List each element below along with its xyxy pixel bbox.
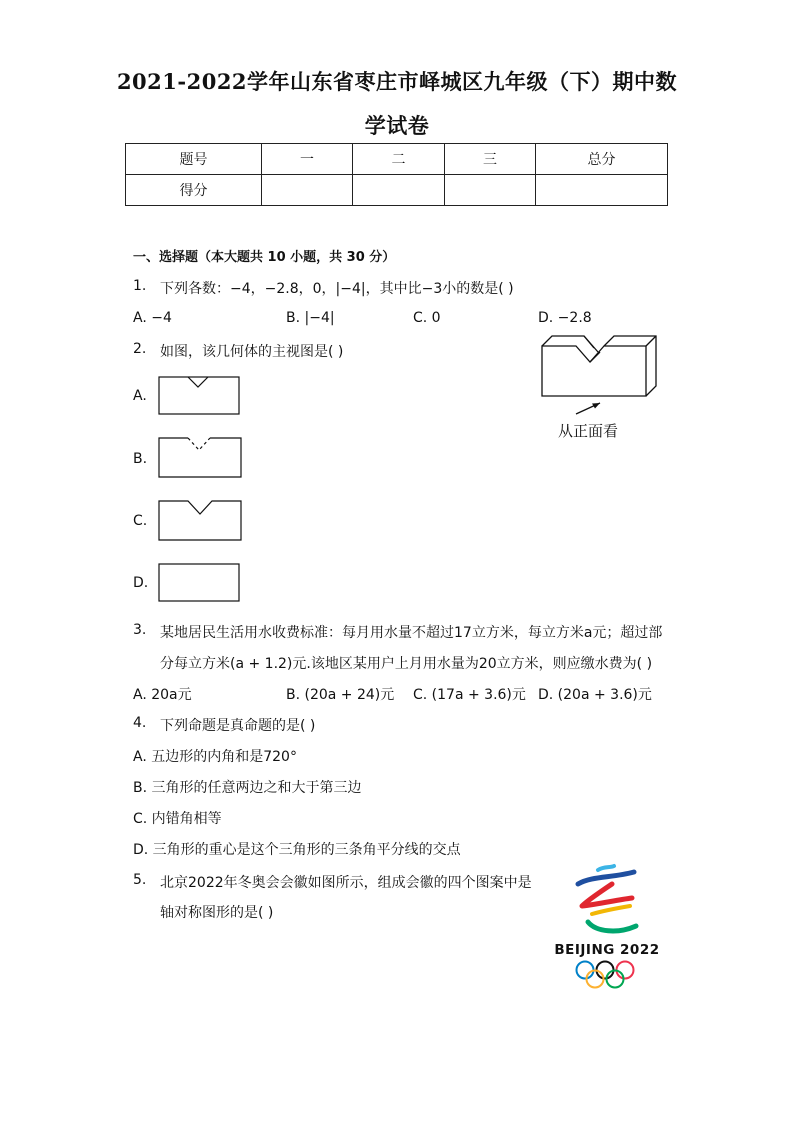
option-c-label: C. [133,513,148,529]
option-a: A. 五边形的内角和是720° [133,749,297,765]
question-number: 5. [133,872,147,888]
option-c: C. 内错角相等 [133,811,222,827]
question-text: 下列命题是真命题的是( ) [160,718,316,734]
score-table-cell: 总分 [536,144,668,175]
view-direction-arrow-icon [574,400,604,416]
section-heading: 一、选择题（本大题共 10 小题，共 30 分） [133,250,396,265]
question-number: 3. [133,622,147,638]
question-text: 如图，该几何体的主视图是( ) [160,344,344,360]
question-number: 2. [133,341,147,357]
score-table-score-row [126,175,668,206]
question-number: 4. [133,715,147,731]
question-text-line2: 分每立方米(a + 1.2)元.该地区某用户上月用水量为20立方米，则应缴水费为( ) [160,656,653,672]
question-text-line2: 轴对称图形的是( ) [160,905,274,921]
figure-caption: 从正面看 [558,422,619,440]
score-table [125,143,668,206]
emblem-text: BEIJING 2022 [554,942,660,958]
beijing-2022-emblem [552,862,662,994]
question-text-line1: 某地居民生活用水收费标准：每月用水量不超过17立方米，每立方米a元；超过部 [160,625,663,641]
score-table-cell [536,175,668,206]
score-table-cell: 一 [262,144,353,175]
option-b-figure [158,437,244,479]
option-c: C. 0 [413,310,441,326]
option-d: D. −2.8 [538,310,592,326]
solid-figure [538,334,662,404]
option-c-figure [158,500,244,542]
option-a: A. 20a元 [133,687,192,703]
question-number: 1. [133,278,147,294]
option-a-label: A. [133,388,147,404]
score-table-cell: 得分 [126,175,262,206]
option-b-label: B. [133,451,148,467]
score-table-cell [445,175,536,206]
option-d-label: D. [133,575,149,591]
option-b: B. (20a + 24)元 [286,687,395,703]
score-table-cell: 三 [445,144,536,175]
score-table-cell: 题号 [126,144,262,175]
option-d-figure [158,563,242,603]
option-c: C. (17a + 3.6)元 [413,687,526,703]
score-table-cell [353,175,445,206]
document-title-line2: 学试卷 [364,113,430,138]
question-text-line1: 北京2022年冬奥会会徽如图所示，组成会徽的四个图案中是 [160,875,532,891]
option-b: B. 三角形的任意两边之和大于第三边 [133,780,362,796]
score-table-cell: 二 [353,144,445,175]
option-b: B. |−4| [286,310,335,326]
score-table-header-row [126,144,668,175]
option-a-figure [158,376,242,416]
option-d: D. (20a + 3.6)元 [538,687,652,703]
document-title-line1: 2021-2022学年山东省枣庄市峄城区九年级（下）期中数 [116,69,678,94]
score-table-cell [262,175,353,206]
option-d: D. 三角形的重心是这个三角形的三条角平分线的交点 [133,842,461,858]
option-a: A. −4 [133,310,172,326]
question-text: 下列各数：−4，−2.8，0，|−4|，其中比−3小的数是( ) [160,281,514,297]
